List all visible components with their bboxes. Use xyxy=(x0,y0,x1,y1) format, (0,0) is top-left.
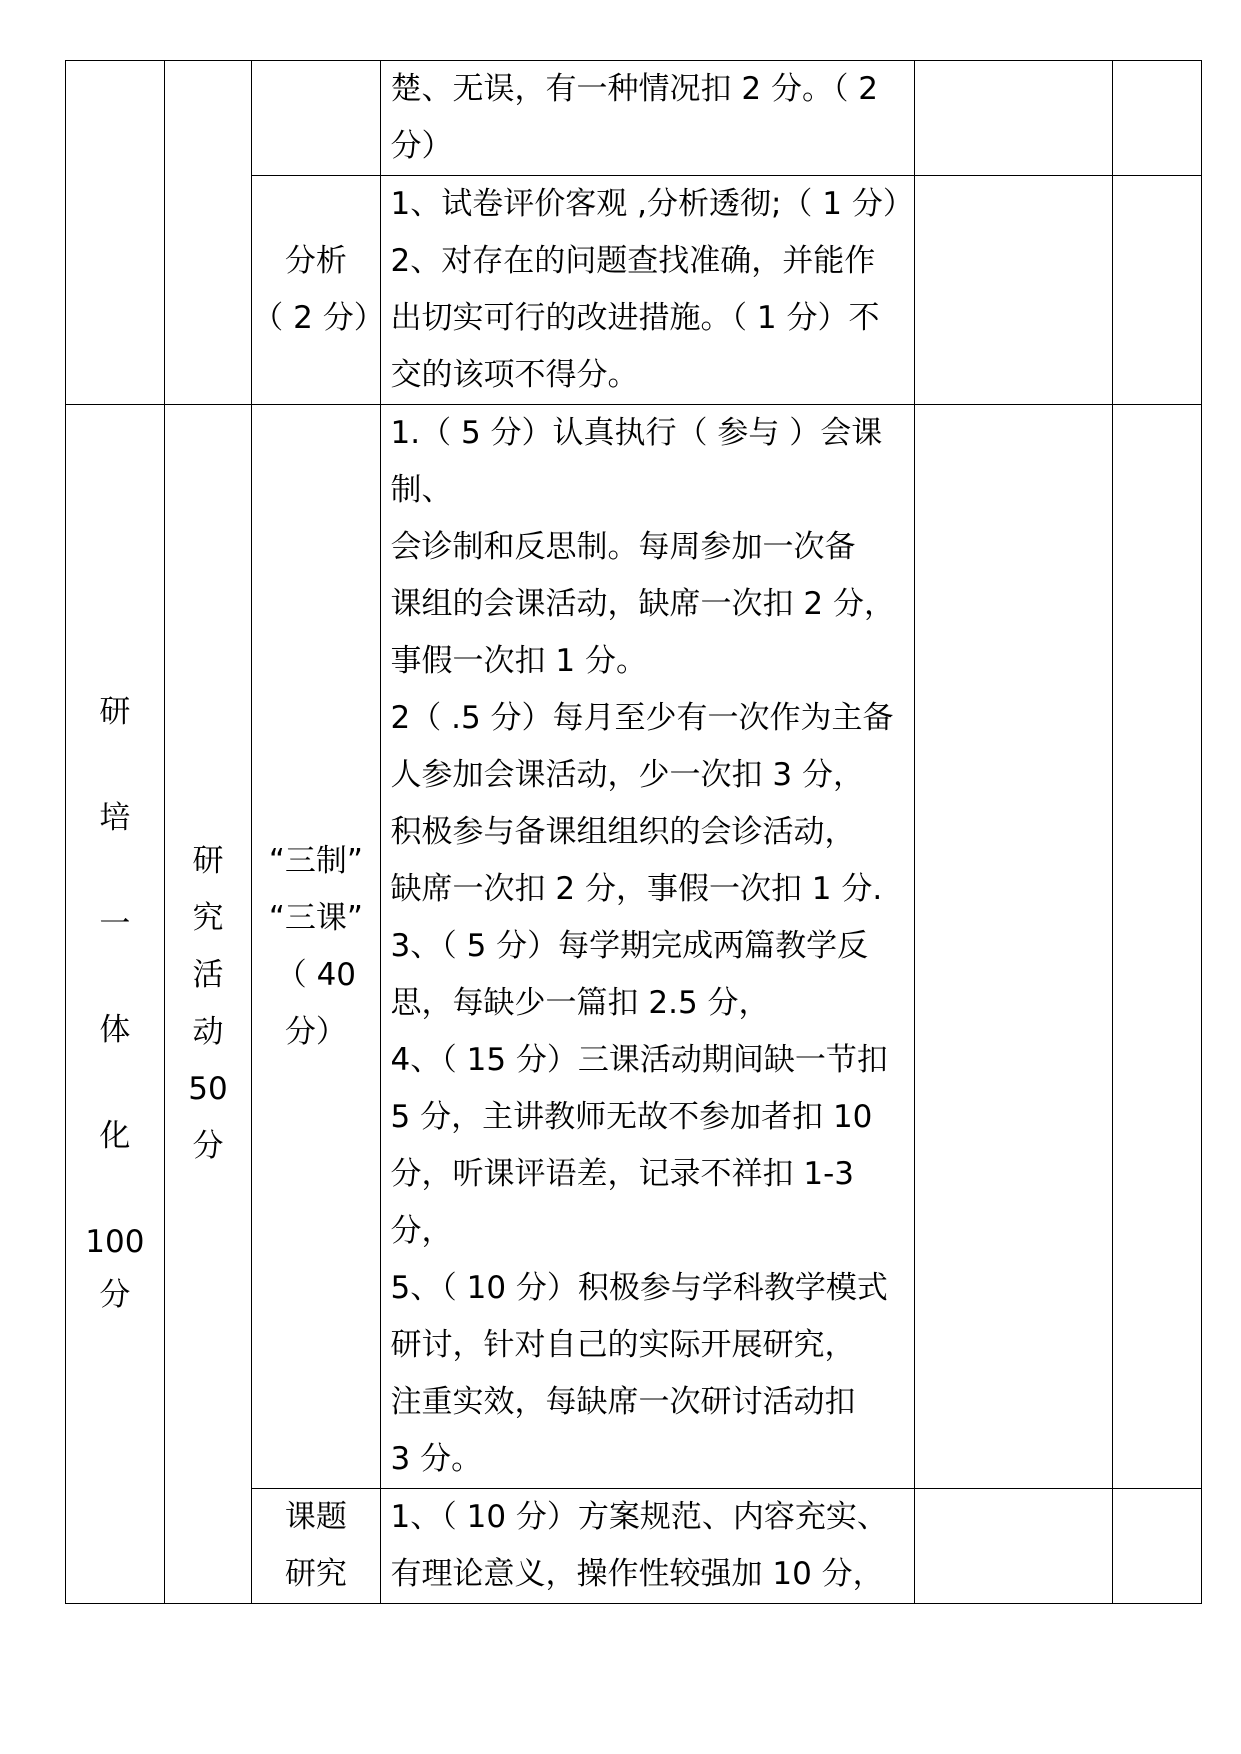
criteria-line: 分， xyxy=(390,1213,453,1249)
criteria-line: 分，听课评语差，记录不祥扣 1-3 xyxy=(390,1156,855,1192)
criteria-line: 2、对存在的问题查找准确，并能作 xyxy=(390,243,876,279)
criteria-line: 5、（ 10 分）积极参与学科教学模式 xyxy=(390,1270,888,1306)
score-cell xyxy=(914,1489,1112,1604)
criteria-line: 思，每缺少一篇扣 2.5 分， xyxy=(390,985,770,1021)
criteria-line: 课组的会课活动，缺席一次扣 2 分， xyxy=(390,586,895,622)
score-cell xyxy=(914,61,1112,176)
subcategory-char: 分 xyxy=(192,1128,224,1164)
category-char: 培 xyxy=(99,800,131,836)
item-label: “三课” xyxy=(268,899,363,936)
criteria-line: 3 分。 xyxy=(390,1441,483,1477)
criteria-line: 分） xyxy=(390,128,453,164)
criteria-line: 注重实效，每缺席一次研讨活动扣 xyxy=(390,1384,856,1420)
category-char: 100 xyxy=(85,1224,145,1260)
subcategory-cell xyxy=(164,61,252,405)
criteria-cell xyxy=(380,405,914,1489)
item-label: 分析 xyxy=(284,243,347,279)
remark-cell xyxy=(1113,1489,1202,1604)
subcategory-char: 动 xyxy=(192,1014,224,1050)
criteria-line: 缺席一次扣 2 分，事假一次扣 1 分. xyxy=(390,871,883,907)
category-cell xyxy=(66,61,165,405)
criteria-cell xyxy=(380,1489,914,1604)
item-label: 课题 xyxy=(284,1499,347,1535)
item-cell xyxy=(252,176,385,405)
criteria-line: 人参加会课活动，少一次扣 3 分， xyxy=(390,757,864,793)
criteria-line: 1、试卷评价客观 ,分析透彻;（ 1 分） xyxy=(390,186,914,222)
category-char: 一 xyxy=(99,906,131,942)
criteria-line: 1.（ 5 分）认真执行（ 参与 ）会课制、 xyxy=(390,415,883,508)
criteria-line: 有理论意义，操作性较强加 10 分， xyxy=(390,1556,884,1592)
remark-cell xyxy=(1113,176,1202,405)
item-cell xyxy=(252,1489,380,1604)
item-points: （ 40 xyxy=(275,956,357,993)
remark-cell xyxy=(1113,61,1202,176)
criteria-line: 4、（ 15 分）三课活动期间缺一节扣 xyxy=(390,1042,888,1078)
criteria-line: 楚、无误，有一种情况扣 2 分。（ 2 xyxy=(390,71,879,107)
criteria-line: 3、（ 5 分）每学期完成两篇教学反 xyxy=(390,928,869,964)
score-cell xyxy=(914,176,1112,405)
category-char: 体 xyxy=(99,1012,131,1048)
item-cell xyxy=(252,405,380,1489)
item-cell xyxy=(252,61,380,176)
criteria-line: 交的该项不得分。 xyxy=(390,357,639,393)
remark-cell xyxy=(1113,405,1202,1489)
subcategory-char: 研 xyxy=(192,843,224,879)
table-row xyxy=(66,405,1202,1489)
criteria-line: 事假一次扣 1 分。 xyxy=(390,643,647,679)
criteria-line: 5 分，主讲教师无故不参加者扣 10 xyxy=(390,1099,873,1135)
item-points: （ 2 分） xyxy=(252,300,385,336)
category-char: 分 xyxy=(99,1277,131,1313)
criteria-cell xyxy=(380,176,914,405)
subcategory-char: 究 xyxy=(192,900,224,936)
subcategory-cell xyxy=(164,405,252,1604)
category-char: 化 xyxy=(99,1118,131,1154)
criteria-line: 会诊制和反思制。每周参加一次备 xyxy=(390,529,856,565)
item-label: 研究 xyxy=(284,1556,347,1592)
criteria-line: 2（ .5 分）每月至少有一次作为主备 xyxy=(390,700,894,736)
table-row xyxy=(66,61,1202,176)
criteria-line: 积极参与备课组组织的会诊活动， xyxy=(390,814,856,850)
item-label: “三制” xyxy=(268,842,363,879)
subcategory-char: 50 xyxy=(188,1071,228,1107)
score-cell xyxy=(914,405,1112,1489)
scoring-table xyxy=(65,60,1202,1604)
criteria-cell xyxy=(380,61,914,176)
criteria-line: 研讨，针对自己的实际开展研究， xyxy=(390,1327,856,1363)
criteria-line: 出切实可行的改进措施。（ 1 分）不 xyxy=(390,300,880,336)
category-cell xyxy=(66,405,165,1604)
category-char: 研 xyxy=(99,694,131,730)
criteria-line: 1、（ 10 分）方案规范、内容充实、 xyxy=(390,1499,888,1535)
subcategory-char: 活 xyxy=(192,957,224,993)
item-points: 分） xyxy=(284,1013,347,1050)
